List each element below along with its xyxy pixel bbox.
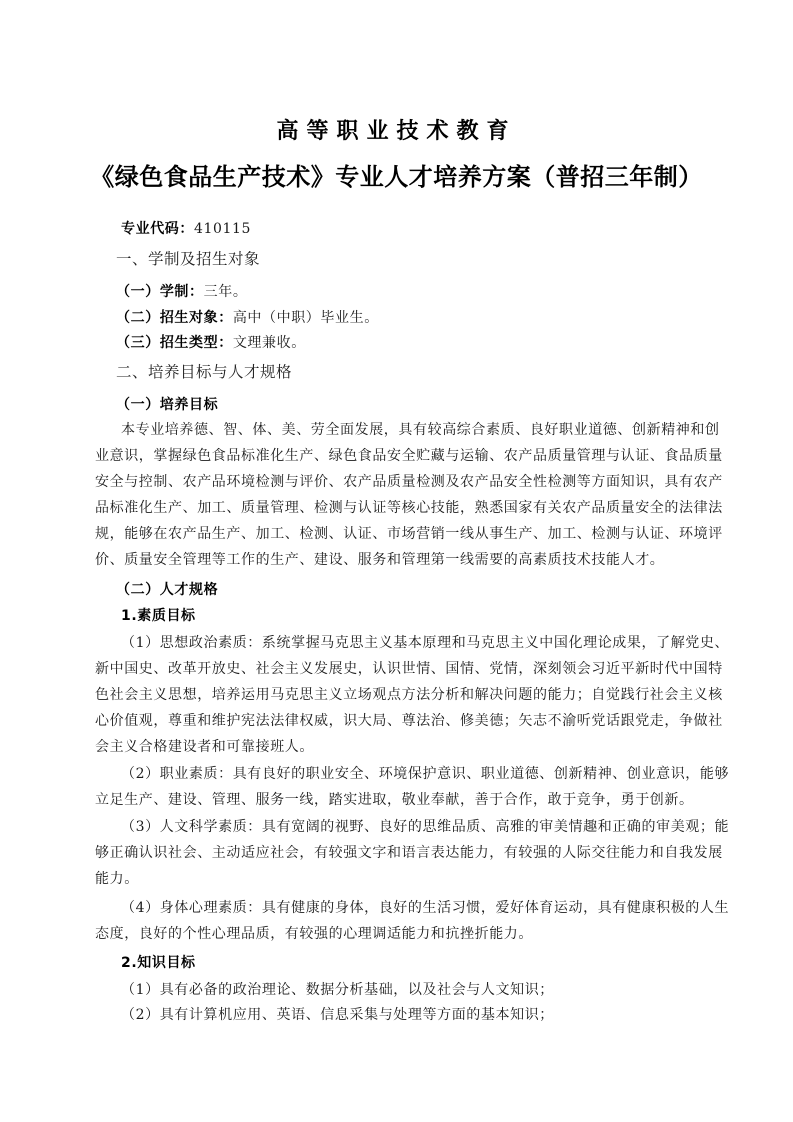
item-value: 高中（中职）毕业生。 [232,310,379,326]
goal-line: 本专业培养德、智、体、美、劳全面发展，具有较高综合素质、良好职业道德、创新精神和创 [121,422,720,438]
quality-para-line: 够正确认识社会、主动适应社会，有较强文字和语言表达能力，有较强的人际交往能力和自我发展 [95,845,723,861]
quality-para-line: 心价值观，尊重和维护宪法法律权威，识大局、尊法治、修美德；矢志不渝听党话跟党走，争做社 [95,713,723,729]
section1-heading: 一、学制及招生对象 [116,250,261,268]
section1-item-duration [116,282,247,302]
section1-item-target [116,308,379,328]
quality-para-line: 能力。 [95,871,139,887]
item-number: （一） [116,284,160,300]
quality-heading: 1.素质目标 [121,608,196,624]
section1-item-type [116,333,306,353]
goal-heading: （一）培养目标 [116,397,219,413]
quality-para-line: 色社会主义思想，培养运用马克思主义立场观点方法分析和解决问题的能力；自觉践行社会主义核 [95,687,723,703]
spec-heading: （二）人才规格 [116,582,219,598]
goal-line: 业意识，掌握绿色食品标准化生产、绿色食品安全贮藏与运输、农产品质量管理与认证、食品质量 [95,448,723,464]
quality-para-line: （2）职业素质：具有良好的职业安全、环境保护意识、职业道德、创新精神、创业意识，能够 [121,766,730,782]
quality-para-line: （4）身体心理素质：具有健康的身体，良好的生活习惯，爱好体育运动，具有健康积极的人生 [121,900,730,916]
item-number: （二） [116,310,160,326]
institution-title: 高等职业技术教育 [276,119,517,144]
item-label: 学制： [159,284,204,300]
goal-line: 规，能够在农产品生产、加工、检测、认证、市场营销一线从事生产、加工、检测与认证、环境评 [95,526,723,542]
goal-line: 价、质量安全管理等工作的生产、建设、服务和管理第一线需要的高素质技术技能人才。 [95,552,665,568]
quality-para-line: （1）思想政治素质：系统掌握马克思主义基本原理和马克思主义中国化理论成果，了解党史、 [121,635,730,651]
knowledge-heading: 2.知识目标 [121,955,196,971]
document-title: 《绿色食品生产技术》专业人才培养方案（普招三年制） [90,162,703,191]
quality-para-line: （3）人文科学素质：具有宽阔的视野、良好的思维品质、高雅的审美情趣和正确的审美观；能 [121,819,730,835]
item-label: 招生对象： [159,310,233,326]
item-value: 三年。 [203,284,248,300]
item-number: （三） [116,335,160,351]
section2-heading: 二、培养目标与人才规格 [116,363,293,381]
item-label: 招生类型： [159,335,233,351]
major-code [121,219,251,239]
quality-para-line: 新中国史、改革开放史、社会主义发展史，认识世情、国情、党情，深刻领会习近平新时代中国特 [95,661,723,677]
goal-line: 品标准化生产、加工、质量管理、检测与认证等核心技能，熟悉国家有关农产品质量安全的法律法 [95,500,723,516]
knowledge-item: （2）具有计算机应用、英语、信息采集与处理等方面的基本知识； [121,1007,554,1023]
quality-para-line: 态度，良好的个性心理品质，有较强的心理调适能力和抗挫折能力。 [95,926,533,942]
knowledge-item: （1）具有必备的政治理论、数据分析基础，以及社会与人文知识； [121,982,554,998]
major-code-value: 410115 [194,221,252,237]
item-value: 文理兼收。 [232,335,306,351]
major-code-label: 专业代码： [121,221,194,237]
quality-para-line: 会主义合格建设者和可靠接班人。 [95,739,314,755]
goal-line: 安全与控制、农产品环境检测与评价、农产品质量检测及农产品安全性检测等方面知识，具有农产 [95,474,723,490]
quality-para-line: 立足生产、建设、管理、服务一线，踏实进取，敬业奉献，善于合作，敢于竞争，勇于创新。 [95,792,694,808]
